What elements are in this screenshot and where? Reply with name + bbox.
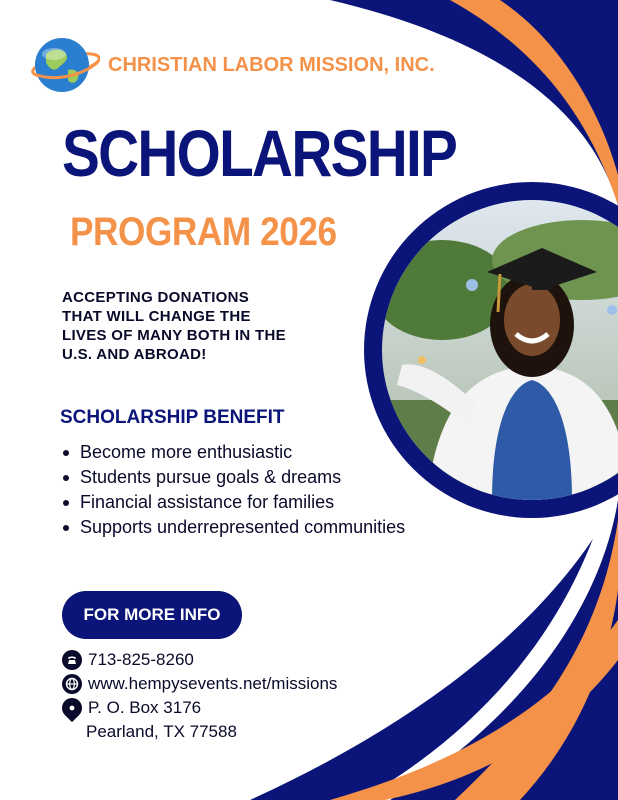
benefit-item: Become more enthusiastic <box>62 440 405 465</box>
web-globe-icon <box>62 674 82 694</box>
phone-icon <box>62 650 82 670</box>
benefits-list <box>62 440 405 540</box>
address-line-1: P. O. Box 3176 <box>88 698 202 717</box>
phone-number[interactable]: 713-825-8260 <box>88 650 194 669</box>
location-pin-icon <box>58 694 86 722</box>
address-line-2: Pearland, TX 77588 <box>86 722 237 741</box>
phone-row <box>62 648 337 672</box>
organization-name: CHRISTIAN LABOR MISSION, INC. <box>108 53 435 76</box>
donation-statement: ACCEPTING DONATIONS THAT WILL CHANGE THE LIVES OF MANY BOTH IN THE U.S. AND ABROAD! <box>62 289 286 363</box>
address-row <box>62 696 337 720</box>
more-info-button[interactable]: FOR MORE INFO <box>62 591 242 639</box>
page-subtitle: PROGRAM 2026 <box>70 210 337 254</box>
website-row <box>62 672 337 696</box>
contact-info <box>62 648 337 744</box>
benefits-heading: SCHOLARSHIP BENEFIT <box>60 407 285 428</box>
website-link[interactable]: www.hempysevents.net/missions <box>88 674 338 693</box>
benefit-item: Students pursue goals & dreams <box>62 465 405 490</box>
globe-icon <box>28 34 100 96</box>
benefit-item: Financial assistance for families <box>62 490 405 515</box>
page-title: SCHOLARSHIP <box>62 116 457 190</box>
benefit-item: Supports underrepresented communities <box>62 515 405 540</box>
organization-header <box>28 34 435 96</box>
address-row-2 <box>62 720 337 744</box>
